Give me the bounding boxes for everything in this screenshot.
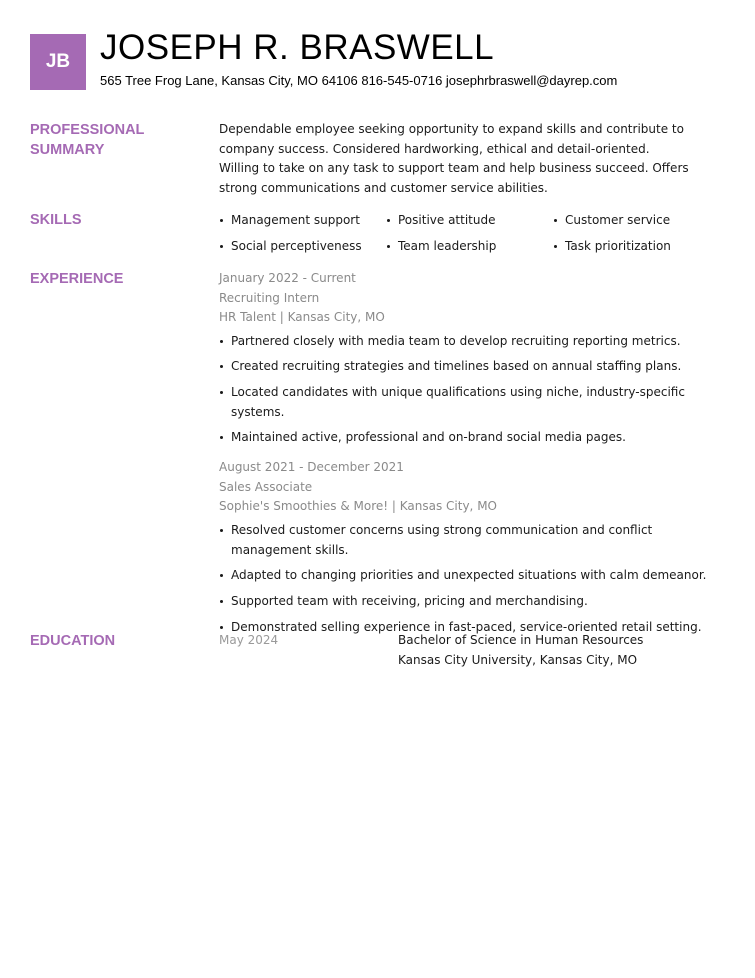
job-entry: [219, 458, 724, 636]
summary-heading-line1: PROFESSIONAL: [30, 122, 145, 138]
degree-name: Bachelor of Science in Human Resources: [398, 633, 644, 647]
job-role: Recruiting Intern: [219, 290, 320, 305]
job-dates: August 2021 - December 2021: [219, 460, 404, 475]
skill-item: Team leadership: [386, 236, 553, 256]
summary-paragraph: Willing to take on any task to support team and help business succeed. Offers strong communications and customer service abilities.: [219, 161, 689, 195]
experience-heading: EXPERIENCE: [30, 271, 124, 287]
school-name: Kansas City University, Kansas City, MO: [398, 652, 638, 667]
skill-item: Task prioritization: [553, 236, 720, 256]
job-bullet: Partnered closely with media team to develop recruiting reporting metrics.: [219, 331, 724, 351]
job-company: HR Talent | Kansas City, MO: [219, 310, 385, 324]
job-bullet: Located candidates with unique qualifications using niche, industry-specific systems.: [219, 382, 724, 422]
job-bullet: Maintained active, professional and on-brand social media pages.: [219, 427, 724, 447]
education-info: [398, 631, 718, 670]
initials-badge: JB: [30, 34, 86, 90]
skill-item: Positive attitude: [386, 210, 553, 230]
skill-item: Social perceptiveness: [219, 236, 386, 256]
skills-heading: SKILLS: [30, 212, 82, 228]
candidate-name: JOSEPH R. BRASWELL: [100, 28, 495, 67]
summary-heading: [30, 120, 200, 160]
summary-heading-line2: SUMMARY: [30, 142, 105, 158]
education-date: May 2024: [219, 633, 279, 647]
contact-line: 565 Tree Frog Lane, Kansas City, MO 64106 816-545-0716 josephrbraswell@dayrep.com: [100, 73, 618, 88]
job-bullet: Supported team with receiving, pricing and merchandising.: [219, 591, 724, 611]
skill-item: Customer service: [553, 210, 720, 230]
job-dates: January 2022 - Current: [219, 271, 356, 285]
job-company: Sophie's Smoothies & More! | Kansas City, MO: [219, 499, 497, 514]
job-entry: [219, 269, 724, 447]
job-bullets: [219, 331, 724, 448]
skill-item: Management support: [219, 210, 386, 230]
job-bullets: [219, 520, 724, 637]
job-bullet: Demonstrated selling experience in fast-paced, service-oriented retail setting.: [219, 617, 724, 637]
job-bullet: Created recruiting strategies and timelines based on annual staffing plans.: [219, 356, 724, 376]
experience-body: [219, 269, 724, 642]
summary-body: [219, 120, 724, 198]
job-bullet: Resolved customer concerns using strong communication and conflict management skills.: [219, 520, 724, 560]
summary-paragraph: Dependable employee seeking opportunity to expand skills and contribute to company success. Considered hardworking, ethical and detail-oriented.: [219, 122, 684, 156]
job-role: Sales Associate: [219, 479, 313, 494]
education-heading: EDUCATION: [30, 633, 116, 649]
job-bullet: Adapted to changing priorities and unexpected situations with calm demeanor.: [219, 565, 724, 585]
skills-list: [219, 210, 724, 256]
